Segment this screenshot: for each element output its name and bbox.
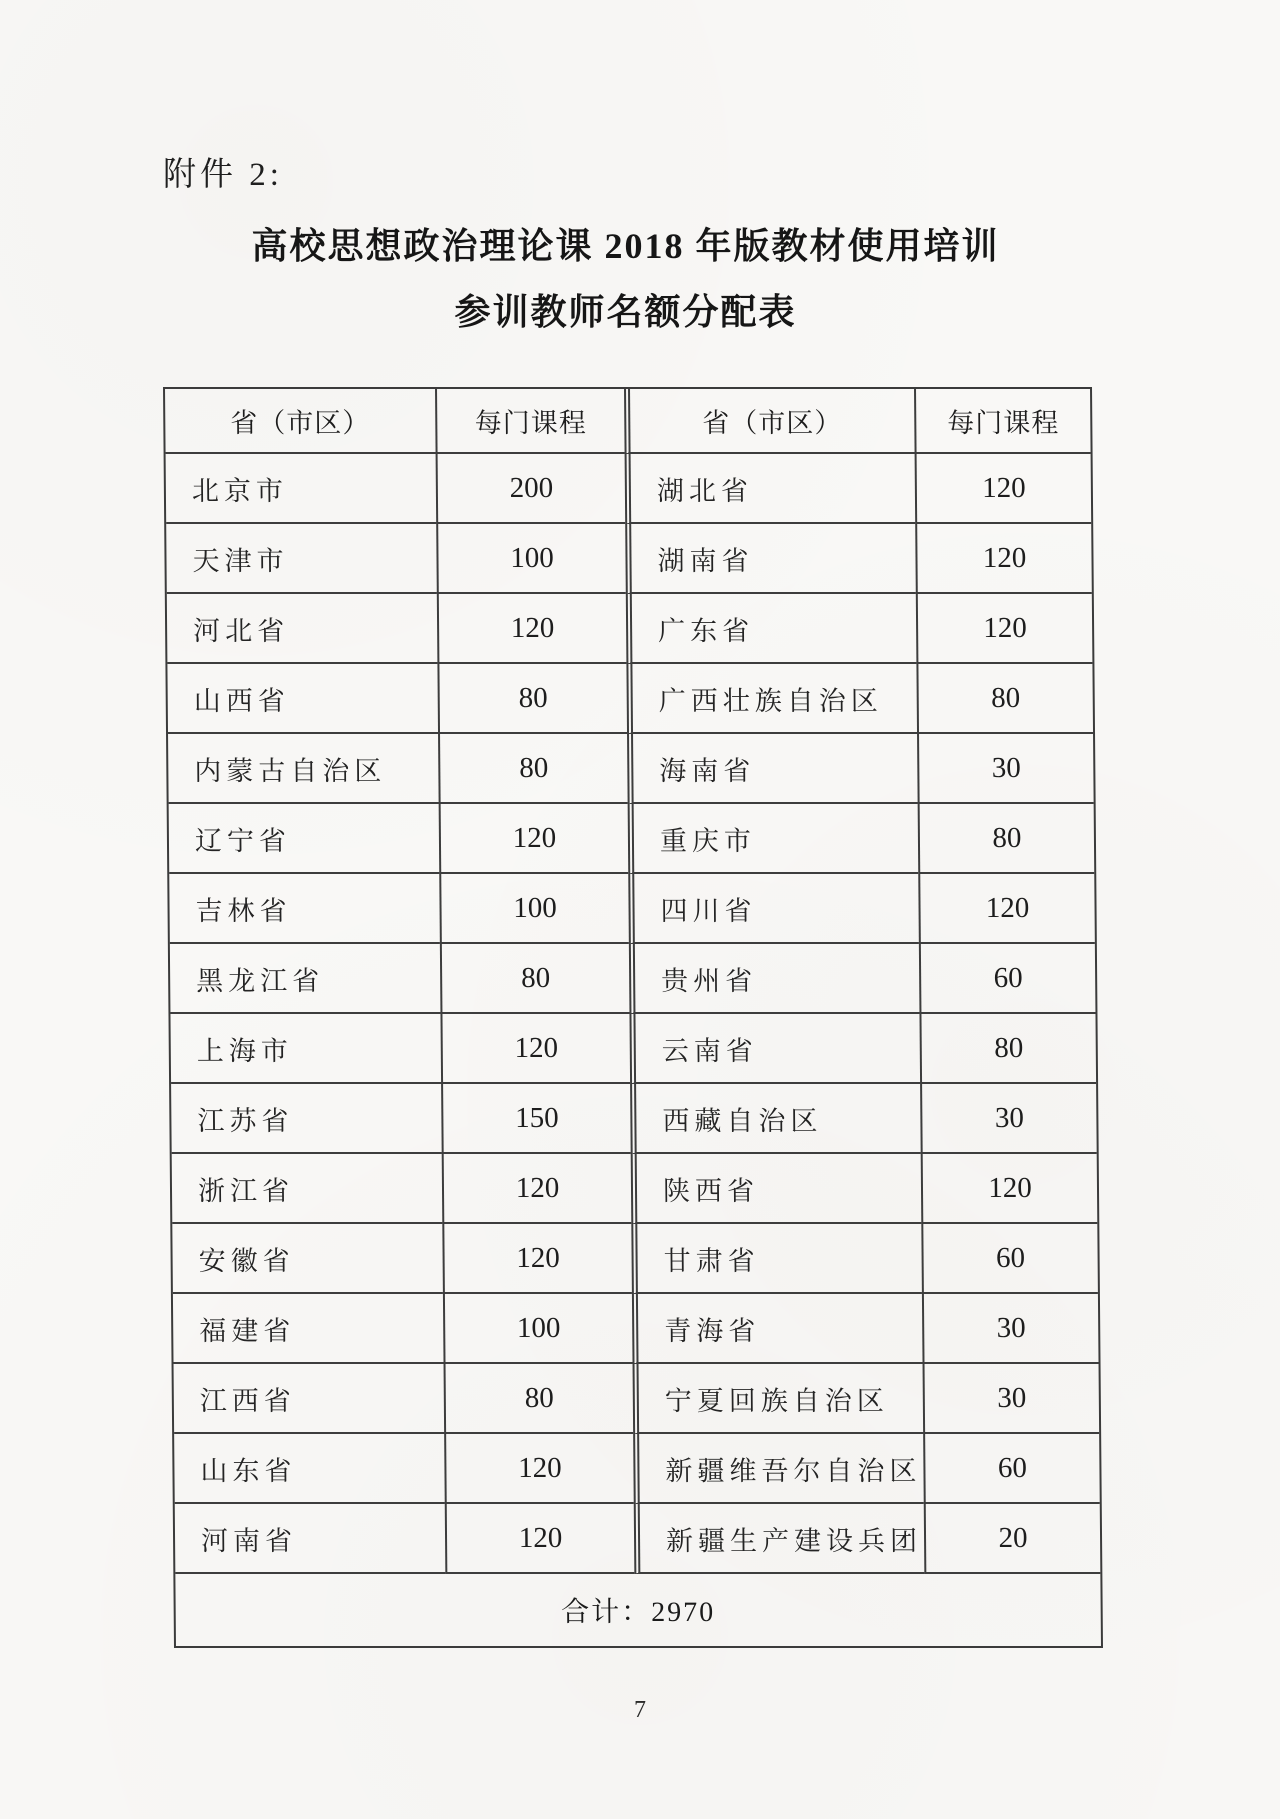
table-cell-quota-left: 150 (441, 1084, 631, 1154)
attachment-label: 附件 2: (163, 157, 283, 193)
table-cell-quota-right: 80 (919, 1014, 1096, 1084)
table-cell-province-left: 天津市 (166, 524, 437, 594)
table-cell-quota-left: 120 (440, 1014, 630, 1084)
table-cell-province-right: 新疆生产建设兵团 (634, 1504, 925, 1574)
page-number: 7 (634, 1697, 646, 1723)
quota-table (163, 387, 1103, 1648)
table-cell-quota-left: 100 (439, 874, 629, 944)
table-cell-quota-left: 120 (442, 1224, 632, 1294)
header-province-left: 省（市区） (165, 389, 436, 454)
table-cell-quota-right: 60 (919, 944, 1096, 1014)
table-cell-province-left: 山西省 (167, 664, 438, 734)
table-cell-province-right: 广西壮族自治区 (626, 664, 917, 734)
table-cell-quota-right: 120 (915, 524, 1092, 594)
table-cell-quota-left: 100 (443, 1294, 633, 1364)
table-cell-quota-right: 60 (923, 1434, 1100, 1504)
table-cell-province-right: 青海省 (632, 1294, 923, 1364)
table-cell-province-left: 山东省 (174, 1434, 445, 1504)
table-cell-province-right: 新疆维吾尔自治区 (633, 1434, 924, 1504)
table-cell-province-left: 河北省 (167, 594, 438, 664)
title-line-2: 参训教师名额分配表 (454, 292, 797, 332)
table-cell-quota-right: 30 (923, 1364, 1100, 1434)
table-cell-quota-left: 120 (442, 1154, 632, 1224)
table-cell-quota-right: 30 (920, 1084, 1097, 1154)
title-line-1: 高校思想政治理论课 2018 年版教材使用培训 (251, 226, 1000, 266)
table-cell-province-left: 内蒙古自治区 (168, 734, 439, 804)
table-cell-province-left: 北京市 (166, 454, 437, 524)
table-cell-province-right: 云南省 (629, 1014, 920, 1084)
table-cell-quota-right: 120 (916, 594, 1093, 664)
table-cell-quota-left: 80 (438, 734, 628, 804)
table-total-row: 合计：2970 (561, 1597, 716, 1628)
table-cell-quota-left: 120 (439, 804, 629, 874)
table-cell-province-right: 陕西省 (631, 1154, 922, 1224)
table-cell-quota-left: 80 (440, 944, 630, 1014)
table-cell-quota-left: 80 (437, 664, 627, 734)
table-cell-province-left: 福建省 (173, 1294, 444, 1364)
document-title (0, 224, 1251, 335)
table-cell-province-right: 湖南省 (625, 524, 916, 594)
table-cell-province-left: 浙江省 (172, 1154, 443, 1224)
table-cell-province-left: 安徽省 (172, 1224, 443, 1294)
table-cell-province-right: 甘肃省 (631, 1224, 922, 1294)
table-cell-quota-left: 120 (437, 594, 627, 664)
table-cell-quota-right: 30 (917, 734, 1094, 804)
table-cell-quota-right: 120 (921, 1154, 1098, 1224)
table-cell-quota-right: 120 (915, 454, 1092, 524)
table-cell-quota-right: 120 (918, 874, 1095, 944)
table-cell-quota-left: 100 (436, 524, 626, 594)
table-cell-province-right: 广东省 (626, 594, 917, 664)
table-cell-quota-right: 60 (921, 1224, 1098, 1294)
table-cell-province-left: 河南省 (175, 1504, 446, 1574)
table-cell-province-right: 贵州省 (629, 944, 920, 1014)
header-quota-right: 每门课程 (914, 389, 1091, 454)
table-cell-quota-right: 30 (922, 1294, 1099, 1364)
header-province-right: 省（市区） (624, 389, 915, 454)
table-cell-province-left: 江苏省 (171, 1084, 442, 1154)
table-cell-quota-left: 120 (444, 1434, 634, 1504)
table-cell-province-right: 湖北省 (625, 454, 916, 524)
table-cell-province-right: 宁夏回族自治区 (633, 1364, 924, 1434)
table-cell-quota-left: 120 (445, 1504, 635, 1574)
table-cell-province-right: 海南省 (627, 734, 918, 804)
table-cell-province-left: 吉林省 (169, 874, 440, 944)
table-cell-quota-right: 80 (916, 664, 1093, 734)
table-cell-province-left: 江西省 (174, 1364, 445, 1434)
table-cell-province-left: 黑龙江省 (170, 944, 441, 1014)
table-cell-province-right: 西藏自治区 (630, 1084, 921, 1154)
table-cell-province-right: 重庆市 (628, 804, 919, 874)
table-cell-quota-left: 80 (444, 1364, 634, 1434)
table-cell-quota-left: 200 (436, 454, 626, 524)
table-cell-province-right: 四川省 (628, 874, 919, 944)
header-quota-left: 每门课程 (435, 389, 625, 454)
table-cell-province-left: 辽宁省 (169, 804, 440, 874)
table-cell-quota-right: 80 (918, 804, 1095, 874)
table-cell-quota-right: 20 (924, 1504, 1101, 1574)
table-cell-province-left: 上海市 (170, 1014, 441, 1084)
